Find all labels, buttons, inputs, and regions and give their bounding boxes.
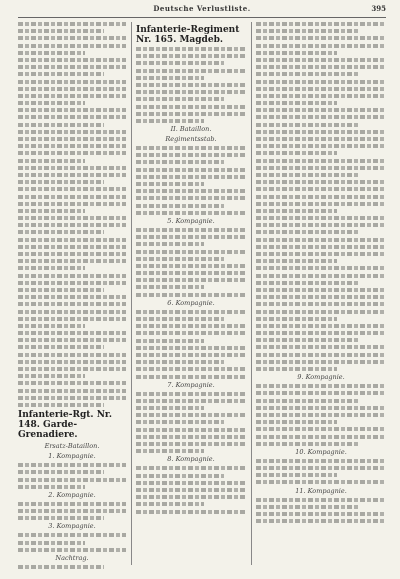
text-line bbox=[256, 324, 386, 328]
text-line bbox=[136, 271, 246, 275]
text-line bbox=[18, 36, 126, 40]
text-line bbox=[136, 420, 224, 424]
text-line bbox=[256, 505, 360, 509]
text-line bbox=[256, 480, 386, 484]
text-line bbox=[18, 266, 85, 270]
text-line bbox=[18, 374, 85, 378]
text-line bbox=[18, 463, 126, 467]
text-line bbox=[136, 97, 224, 101]
text-line bbox=[256, 195, 386, 199]
text-line bbox=[256, 65, 386, 69]
section-heading: 6. Kompagnie. bbox=[167, 298, 215, 307]
header-rule bbox=[18, 17, 386, 18]
text-line bbox=[256, 317, 337, 321]
text-line bbox=[256, 266, 386, 270]
text-line bbox=[136, 160, 224, 164]
text-line bbox=[256, 435, 386, 439]
text-line bbox=[18, 137, 126, 141]
text-line bbox=[136, 428, 246, 432]
text-line bbox=[256, 519, 386, 523]
text-line bbox=[136, 481, 246, 485]
text-line bbox=[18, 274, 126, 278]
text-line bbox=[256, 187, 386, 191]
text-line bbox=[18, 302, 126, 306]
text-line bbox=[136, 435, 246, 439]
text-line bbox=[256, 360, 386, 364]
text-line bbox=[256, 310, 386, 314]
text-line bbox=[136, 406, 204, 410]
text-line bbox=[256, 466, 386, 470]
column-1 bbox=[18, 22, 126, 569]
text-line bbox=[18, 295, 126, 299]
section-heading: 5. Kompagnie. bbox=[167, 216, 215, 225]
text-line bbox=[136, 360, 224, 364]
text-line bbox=[18, 44, 126, 48]
text-line bbox=[18, 151, 126, 155]
text-line bbox=[256, 51, 337, 55]
text-line bbox=[18, 403, 104, 407]
text-line bbox=[136, 90, 246, 94]
text-line bbox=[18, 115, 126, 119]
text-line bbox=[256, 238, 386, 242]
text-line bbox=[136, 47, 246, 51]
text-line bbox=[136, 392, 246, 396]
text-line bbox=[256, 130, 386, 134]
text-line bbox=[18, 310, 126, 314]
column-divider bbox=[251, 22, 252, 565]
section-heading: Nachtrag. bbox=[55, 554, 89, 562]
text-line bbox=[18, 259, 126, 263]
text-line bbox=[136, 250, 246, 254]
text-line bbox=[136, 204, 224, 208]
text-line bbox=[256, 353, 386, 357]
text-line bbox=[18, 22, 126, 26]
text-line bbox=[18, 51, 85, 55]
text-line bbox=[136, 495, 246, 499]
text-line bbox=[136, 168, 246, 172]
text-line bbox=[18, 541, 85, 545]
text-line bbox=[18, 58, 126, 62]
text-line bbox=[136, 346, 246, 350]
text-line bbox=[18, 195, 126, 199]
text-line bbox=[136, 488, 246, 492]
text-line bbox=[136, 442, 246, 446]
section-heading: 11. Kompagnie. bbox=[295, 486, 347, 495]
text-line bbox=[18, 223, 126, 227]
column-3 bbox=[256, 22, 386, 569]
page-number: 395 bbox=[371, 4, 386, 13]
text-line bbox=[256, 180, 386, 184]
text-line bbox=[18, 533, 126, 537]
section-heading: Regimentsstab. bbox=[165, 135, 217, 144]
section-heading: 10. Kompagnie. bbox=[295, 447, 347, 456]
text-line bbox=[136, 502, 204, 506]
text-line bbox=[136, 367, 246, 371]
text-line bbox=[18, 288, 104, 292]
section-heading: 7. Kompagnie. bbox=[167, 380, 215, 389]
text-line bbox=[136, 399, 246, 403]
text-line bbox=[18, 324, 85, 328]
text-line bbox=[256, 209, 337, 213]
text-line bbox=[256, 252, 386, 256]
text-line bbox=[136, 317, 224, 321]
text-line bbox=[18, 130, 126, 134]
text-line bbox=[136, 339, 204, 343]
text-line bbox=[256, 420, 337, 424]
text-line bbox=[256, 413, 386, 417]
text-line bbox=[18, 108, 126, 112]
text-line bbox=[18, 180, 104, 184]
text-line bbox=[256, 245, 386, 249]
text-line bbox=[136, 54, 246, 58]
text-line bbox=[256, 442, 360, 446]
text-line bbox=[18, 389, 126, 393]
text-line bbox=[18, 345, 104, 349]
regiment-heading: Infanterie-Regiment Nr. 165. Magdeb. bbox=[136, 25, 240, 45]
text-line bbox=[256, 288, 386, 292]
text-line bbox=[18, 485, 85, 489]
text-line bbox=[136, 112, 246, 116]
text-line bbox=[136, 228, 246, 232]
page-header bbox=[18, 4, 386, 16]
text-line bbox=[136, 211, 246, 215]
text-line bbox=[18, 470, 104, 474]
text-line bbox=[256, 87, 386, 91]
text-line bbox=[18, 381, 126, 385]
text-line bbox=[136, 61, 224, 65]
text-line bbox=[136, 324, 246, 328]
text-line bbox=[256, 338, 360, 342]
text-line bbox=[136, 278, 246, 282]
text-line bbox=[136, 375, 246, 379]
text-line bbox=[136, 413, 246, 417]
text-line bbox=[18, 166, 126, 170]
text-line bbox=[256, 331, 386, 335]
text-line bbox=[136, 353, 246, 357]
text-line bbox=[256, 223, 386, 227]
section-heading: 9. Kompagnie. bbox=[297, 373, 345, 382]
text-line bbox=[18, 72, 104, 76]
text-line bbox=[136, 175, 246, 179]
text-line bbox=[256, 427, 386, 431]
text-line bbox=[136, 76, 204, 80]
text-line bbox=[18, 317, 126, 321]
section-heading: 8. Kompagnie. bbox=[167, 455, 215, 464]
text-line bbox=[136, 146, 246, 150]
text-line bbox=[18, 94, 126, 98]
text-line bbox=[136, 331, 246, 335]
text-line bbox=[256, 36, 386, 40]
text-line bbox=[256, 44, 386, 48]
text-line bbox=[18, 516, 104, 520]
text-line bbox=[256, 159, 386, 163]
text-line bbox=[256, 274, 386, 278]
text-line bbox=[256, 512, 386, 516]
text-line bbox=[256, 259, 337, 263]
text-line bbox=[136, 119, 204, 123]
section-heading: II. Bataillon. bbox=[170, 125, 212, 134]
text-line bbox=[136, 83, 246, 87]
text-line bbox=[18, 187, 126, 191]
page-title: Deutsche Verlustliste. bbox=[153, 4, 251, 13]
text-line bbox=[18, 209, 85, 213]
text-line bbox=[256, 281, 360, 285]
text-line bbox=[256, 144, 386, 148]
text-line bbox=[18, 396, 126, 400]
section-heading: 2. Kompagnie. bbox=[48, 490, 96, 499]
text-line bbox=[18, 509, 126, 513]
text-line bbox=[136, 257, 224, 261]
text-line bbox=[256, 216, 386, 220]
text-line bbox=[18, 502, 126, 506]
text-line bbox=[256, 473, 337, 477]
text-line bbox=[18, 80, 126, 84]
text-line bbox=[18, 252, 126, 256]
text-line bbox=[256, 459, 386, 463]
text-line bbox=[18, 123, 104, 127]
text-line bbox=[18, 87, 126, 91]
text-line bbox=[18, 338, 126, 342]
text-line bbox=[136, 466, 246, 470]
text-line bbox=[256, 22, 386, 26]
text-line bbox=[256, 384, 386, 388]
text-line bbox=[18, 159, 85, 163]
text-line bbox=[18, 548, 126, 552]
column-divider bbox=[131, 22, 132, 565]
text-line bbox=[256, 230, 360, 234]
text-line bbox=[136, 189, 246, 193]
text-line bbox=[256, 173, 360, 177]
text-line bbox=[18, 478, 126, 482]
text-line bbox=[256, 108, 386, 112]
text-line bbox=[18, 281, 126, 285]
text-line bbox=[18, 101, 85, 105]
text-line bbox=[18, 353, 126, 357]
text-line bbox=[256, 295, 386, 299]
text-line bbox=[136, 293, 246, 297]
text-line bbox=[256, 166, 386, 170]
text-line bbox=[18, 65, 126, 69]
text-line bbox=[256, 115, 386, 119]
text-line bbox=[136, 242, 204, 246]
text-line bbox=[18, 238, 126, 242]
text-line bbox=[256, 302, 386, 306]
text-line bbox=[18, 565, 104, 569]
text-line bbox=[136, 69, 246, 73]
text-line bbox=[256, 367, 337, 371]
text-line bbox=[136, 105, 246, 109]
text-line bbox=[256, 101, 337, 105]
text-line bbox=[256, 137, 386, 141]
text-line bbox=[18, 216, 126, 220]
text-line bbox=[256, 391, 386, 395]
text-line bbox=[136, 474, 224, 478]
text-line bbox=[256, 94, 386, 98]
text-line bbox=[256, 498, 386, 502]
text-line bbox=[136, 182, 204, 186]
text-line bbox=[136, 449, 204, 453]
text-line bbox=[18, 29, 104, 33]
text-line bbox=[18, 360, 126, 364]
regiment-heading: Infanterie-Rgt. Nr. 148. Garde-Grenadiere. bbox=[18, 410, 112, 441]
text-line bbox=[136, 153, 246, 157]
text-line bbox=[256, 151, 337, 155]
text-line bbox=[256, 80, 386, 84]
text-line bbox=[256, 399, 360, 403]
section-heading: 1. Kompagnie. bbox=[48, 452, 96, 461]
section-heading: 3. Kompagnie. bbox=[48, 522, 96, 531]
text-line bbox=[256, 123, 360, 127]
text-line bbox=[256, 72, 360, 76]
text-line bbox=[256, 406, 386, 410]
text-line bbox=[136, 285, 204, 289]
text-line bbox=[18, 331, 126, 335]
text-line bbox=[256, 202, 386, 206]
text-line bbox=[136, 510, 246, 514]
text-line bbox=[136, 310, 246, 314]
text-line bbox=[18, 230, 104, 234]
column-2 bbox=[136, 22, 246, 569]
text-line bbox=[18, 367, 126, 371]
text-line bbox=[18, 245, 126, 249]
text-line bbox=[136, 235, 246, 239]
text-line bbox=[18, 202, 126, 206]
text-line bbox=[136, 264, 246, 268]
text-line bbox=[18, 173, 126, 177]
text-line bbox=[18, 144, 126, 148]
text-line bbox=[256, 58, 386, 62]
text-line bbox=[136, 196, 246, 200]
text-line bbox=[256, 29, 360, 33]
section-heading: Ersatz-Bataillon. bbox=[44, 442, 100, 451]
text-line bbox=[256, 345, 386, 349]
